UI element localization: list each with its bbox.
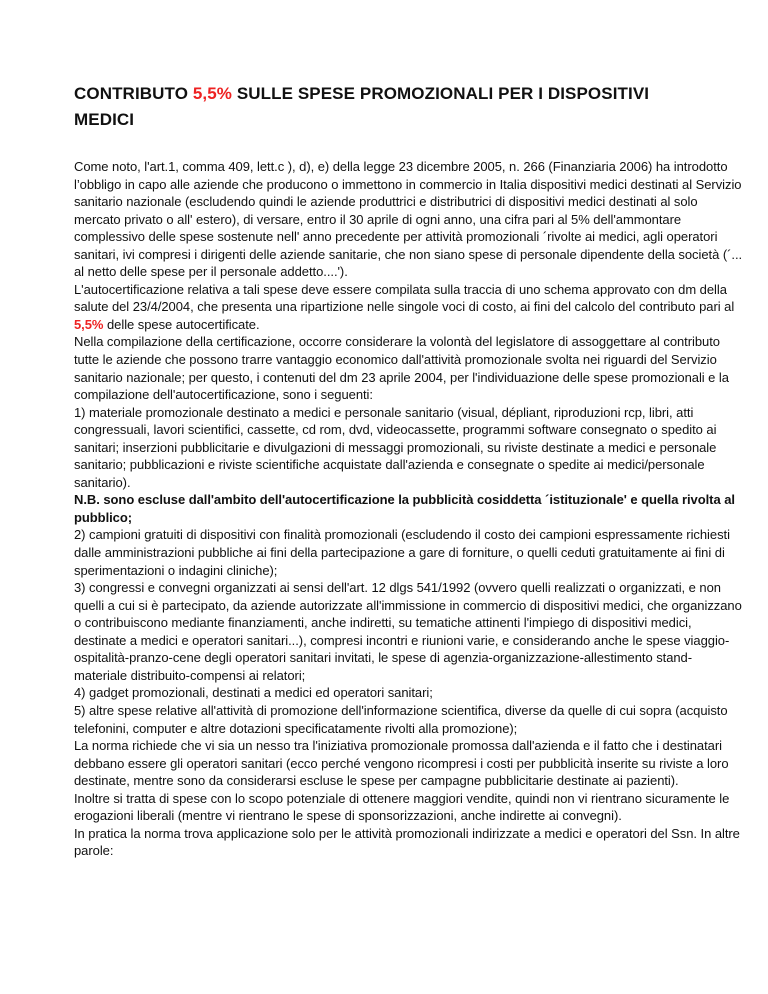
title-rate-highlight: 5,5% <box>192 84 232 103</box>
autocert-text-after: delle spese autocertificate. <box>103 316 260 332</box>
document-body <box>74 158 744 860</box>
title-suffix: SULLE SPESE PROMOZIONALI PER I DISPOSITIVI MEDICI <box>74 84 650 129</box>
note-nb: N.B. sono escluse dall'ambito dell'autocertificazione la pubblicità cosiddetta ´istituzionale' e quella rivolta al pubblico; <box>74 492 735 525</box>
autocert-rate-highlight: 5,5% <box>74 316 104 332</box>
list-item-5: 5) altre spese relative all'attività di promozione dell'informazione scientifica, diverse da quelle di cui sopra (acquisto telefonini, computer e altre dotazioni specificatamente rivolti alla promozione); <box>74 702 728 736</box>
paragraph-intro: Come noto, l'art.1, comma 409, lett.c ), d), e) della legge 23 dicembre 2005, n. 266 (Finanziaria 2006) ha introdotto l’obbligo in capo alle aziende che producono o immettono in commercio in Italia dispositivi medici destinati al Servizio sanitario nazionale (escludendo quindi le aziende produttrici e distributrici di dispositivi medici destinati al solo mercato privato o all' estero), di versare, entro il 30 aprile di ogni anno, una cifra pari al 5% dell'ammontare complessivo delle spese sostenute nell' anno precedente per attività promozionali ´rivolte ai medici, agli operatori sanitari, ivi compresi i dirigenti delle aziende sanitarie, che non siano spese di personale dipendente della società (´... al netto delle spese per il personale addetto....'). <box>74 159 743 280</box>
paragraph-inoltre: Inoltre si tratta di spese con lo scopo potenziale di ottenere maggiori vendite, quindi non vi rientrano sicuramente le erogazioni liberali (mentre vi rientrano le spese di sponsorizzazioni, anche indirette ai convegni). <box>74 790 730 824</box>
list-item-2: 2) campioni gratuiti di dispositivi con finalità promozionali (escludendo il costo dei campioni espressamente richiesti dalle amministrazioni pubbliche ai fini della partecipazione a gare di forniture, o quelli ceduti gratuitamente ai fini di sperimentazioni o indagini cliniche); <box>74 527 730 578</box>
title-prefix: CONTRIBUTO <box>74 84 193 103</box>
document-page <box>74 81 744 860</box>
paragraph-autocertificazione <box>74 281 744 334</box>
document-title <box>74 81 674 133</box>
autocert-text-before: L'autocertificazione relativa a tali spese deve essere compilata sulla traccia di uno schema approvato con dm della salute del 23/4/2004, che presenta una ripartizione nelle singole voci di costo, ai fini del calcolo del contributo pari al <box>74 281 735 315</box>
paragraph-pratica: In pratica la norma trova applicazione solo per le attività promozionali indirizzate a medici e operatori del Ssn. In altre parole: <box>74 825 740 859</box>
list-item-1: 1) materiale promozionale destinato a medici e personale sanitario (visual, dépliant, riproduzioni rcp, libri, atti congressuali, lavori scientifici, cassette, cd rom, dvd, videocassette, programmi software consegnato o spedito ai sanitari; inserzioni pubblicitarie e divulgazioni di messaggi promozionali, su riviste destinate a medici e personale sanitario; pubblicazioni e riviste scientifiche acquistate dall'azienda e consegnate o spedite ai medici/personale sanitario). <box>74 404 717 490</box>
list-item-4: 4) gadget promozionali, destinati a medici ed operatori sanitari; <box>74 685 433 701</box>
paragraph-nesso: La norma richiede che vi sia un nesso tra l'iniziativa promozionale promossa dall'azienda e il fatto che i destinatari debbano essere gli operatori sanitari (ecco perché vengono ricompresi i costi per pubblicità inserite su riviste a loro destinate, mentre sono da considerarsi escluse le spese per campagne pubblicitarie destinate ai pazienti). <box>74 738 729 789</box>
list-item-3: 3) congressi e convegni organizzati ai sensi dell'art. 12 dlgs 541/1992 (ovvero quelli realizzati o organizzati, e non quelli a cui si è partecipato, da aziende autorizzate all'immissione in commercio di dispositivi medici, che organizzano o contribuiscono mediante finanziamenti, anche indiretti, su tematiche attinenti l'impiego di dispositivi medici, destinate a medici e operatori sanitari...), compresi incontri e riunioni varie, e considerando anche le spese viaggio-ospitalità-pranzo-cene degli operatori sanitari invitati, le spese di agenzia-organizzazione-allestimento stand-materiale distribuito-compensi ai relatori; <box>74 580 742 683</box>
paragraph-compilazione: Nella compilazione della certificazione, occorre considerare la volontà del legislatore di assoggettare al contributo tutte le aziende che possono trarre vantaggio economico dall'attività promozionale svolta nei riguardi del Servizio sanitario nazionale; per questo, i contenuti del dm 23 aprile 2004, per l'individuazione delle spese promozionali e la compilazione dell'autocertificazione, sono i seguenti: <box>74 334 729 403</box>
